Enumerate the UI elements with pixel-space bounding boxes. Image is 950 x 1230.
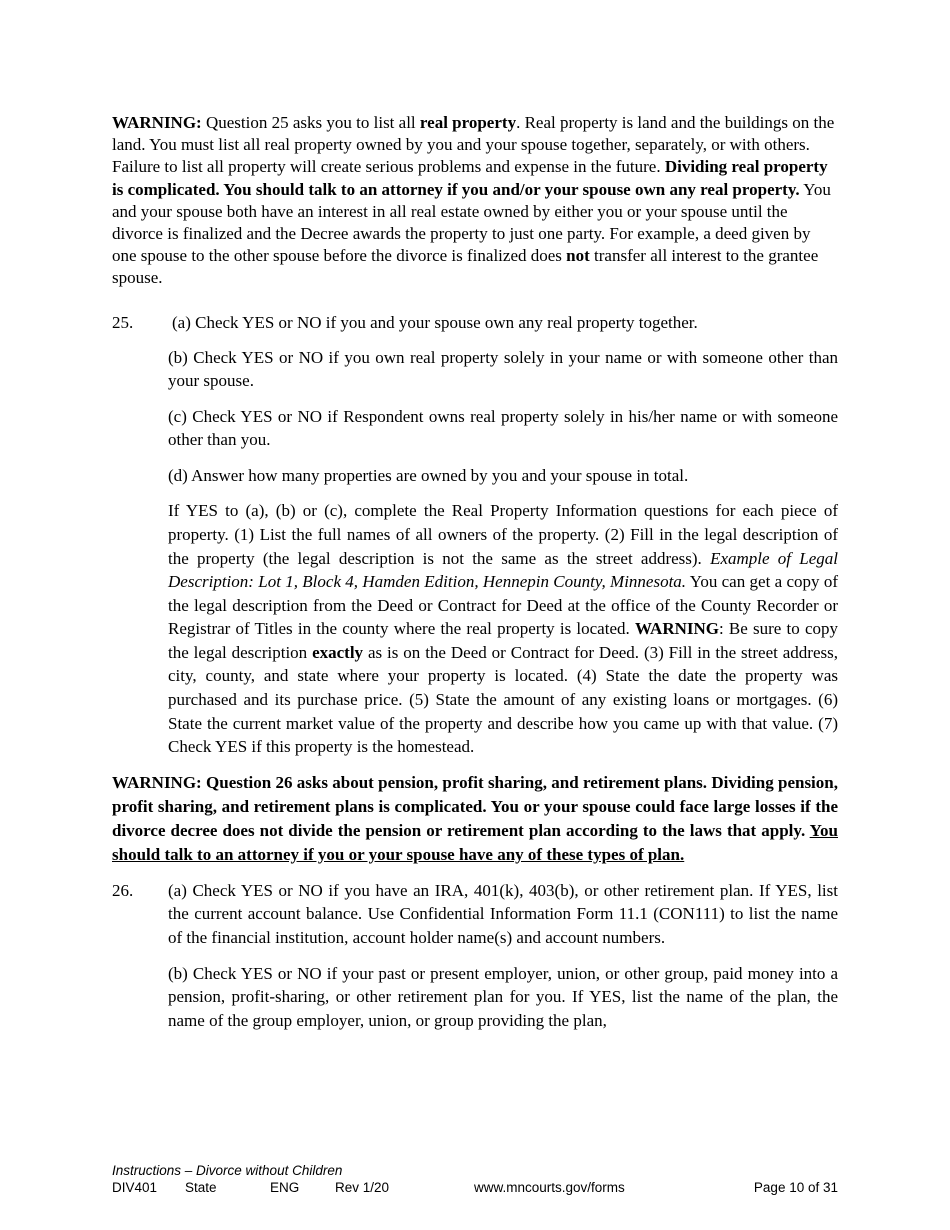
details-text: : Be sure to copy the legal description bbox=[168, 619, 838, 662]
details-warning-label: WARNING bbox=[634, 619, 719, 639]
legal-description-example: Example of Legal Description: Lot 1, Block 4, Hamden Edition, Hennepin County, Minnesota. bbox=[168, 548, 839, 592]
question-26-a: (a) Check YES or NO if you have an IRA, 401(k), 403(b), or other retirement plan. If YES, list the current account balance. Use Confidential Information Form 11.1 (CON111) to list the name of the financial institution, account holder name(s) and account numbers. bbox=[168, 880, 838, 948]
footer-type: State bbox=[185, 1180, 217, 1195]
warning-text: Question 25 asks you to list all bbox=[201, 113, 420, 132]
question-number: 25. bbox=[112, 312, 134, 332]
warning-emphasis: real property bbox=[419, 113, 517, 132]
warning-emphasis: Dividing real property is complicated. You should talk to an attorney if you and/or your spouse own any real property. bbox=[112, 157, 828, 199]
warning-label: WARNING: bbox=[112, 113, 202, 132]
warning-emphasis: not bbox=[566, 246, 590, 266]
question-25-a: (a) Check YES or NO if you and your spouse own any real property together. bbox=[172, 312, 698, 332]
real-property-warning bbox=[112, 112, 838, 290]
page-content bbox=[112, 112, 838, 1032]
warning-underlined: You should talk to an attorney if you or your spouse have any of these types of plan. bbox=[112, 820, 838, 864]
warning-text: transfer all interest to the grantee spouse. bbox=[112, 246, 819, 288]
footer-revision: Rev 1/20 bbox=[335, 1180, 390, 1195]
question-25-details bbox=[168, 499, 838, 759]
details-text: If YES to (a), (b) or (c), complete the Real Property Information questions for each piece of property. (1) List the full names of all owners of the property. (2) Fill in the legal description of the property (the legal description is not the same as the street address). bbox=[168, 501, 838, 568]
retirement-plan-warning bbox=[112, 771, 838, 867]
warning-text: WARNING: Question 26 asks about pension, profit sharing, and retirement plans. Dividing pension, profit sharing, and retirement plans is complicated. You or your spouse could face large losses if the divorce decree does not divide the pension or retirement plan according to the laws that apply. bbox=[112, 772, 838, 840]
question-body bbox=[168, 879, 838, 1032]
footer-url: www.mncourts.gov/forms bbox=[474, 1180, 625, 1195]
page-footer bbox=[112, 1162, 838, 1196]
warning-text: You and your spouse both have an interest in all real estate owned by either you or your spouse until the divorce is finalized and the Decree awards the property to just one party. For example, a deed given by one spouse to the other spouse before the divorce is finalized does bbox=[112, 179, 831, 266]
warning-text: . Real property is land and the buildings on the land. You must list all real property owned by you and your spouse together, separately, or with others. Failure to list all property will create serious problems and expense in the future. bbox=[112, 113, 835, 177]
footer-page-number: Page 10 of 31 bbox=[753, 1180, 838, 1195]
footer-title: Instructions – Divorce without Children bbox=[112, 1163, 343, 1178]
question-25-d: (d) Answer how many properties are owned by you and your spouse in total. bbox=[168, 465, 689, 485]
question-body bbox=[168, 312, 838, 759]
details-text: You can get a copy of the legal description from the Deed or Contract for Deed at the office of the County Recorder or Registrar of Titles in the county where the real property is located. bbox=[168, 572, 838, 639]
question-number: 26. bbox=[112, 880, 134, 900]
question-26 bbox=[112, 879, 838, 1032]
footer-language: ENG bbox=[270, 1180, 300, 1195]
question-26-b: (b) Check YES or NO if your past or present employer, union, or other group, paid money into a pension, profit-sharing, or other retirement plan for you. If YES, list the name of the plan, the name of the group employer, union, or group providing the plan, bbox=[168, 963, 838, 1030]
details-emphasis: exactly bbox=[312, 642, 364, 662]
question-25-b: (b) Check YES or NO if you own real property solely in your name or with someone other than your spouse. bbox=[168, 347, 838, 391]
footer-form-number: DIV401 bbox=[112, 1180, 158, 1195]
details-text: as is on the Deed or Contract for Deed. (3) Fill in the street address, city, county, and state where your property is located. (4) State the date the property was purchased and its purchase price. (5) State the amount of any existing loans or mortgages. (6) State the current market value of the property and describe how you came up with that value. (7) Check YES if this property is the homestead. bbox=[168, 642, 838, 757]
question-25 bbox=[112, 312, 838, 759]
question-25-c: (c) Check YES or NO if Respondent owns real property solely in his/her name or with someone other than you. bbox=[168, 406, 838, 450]
